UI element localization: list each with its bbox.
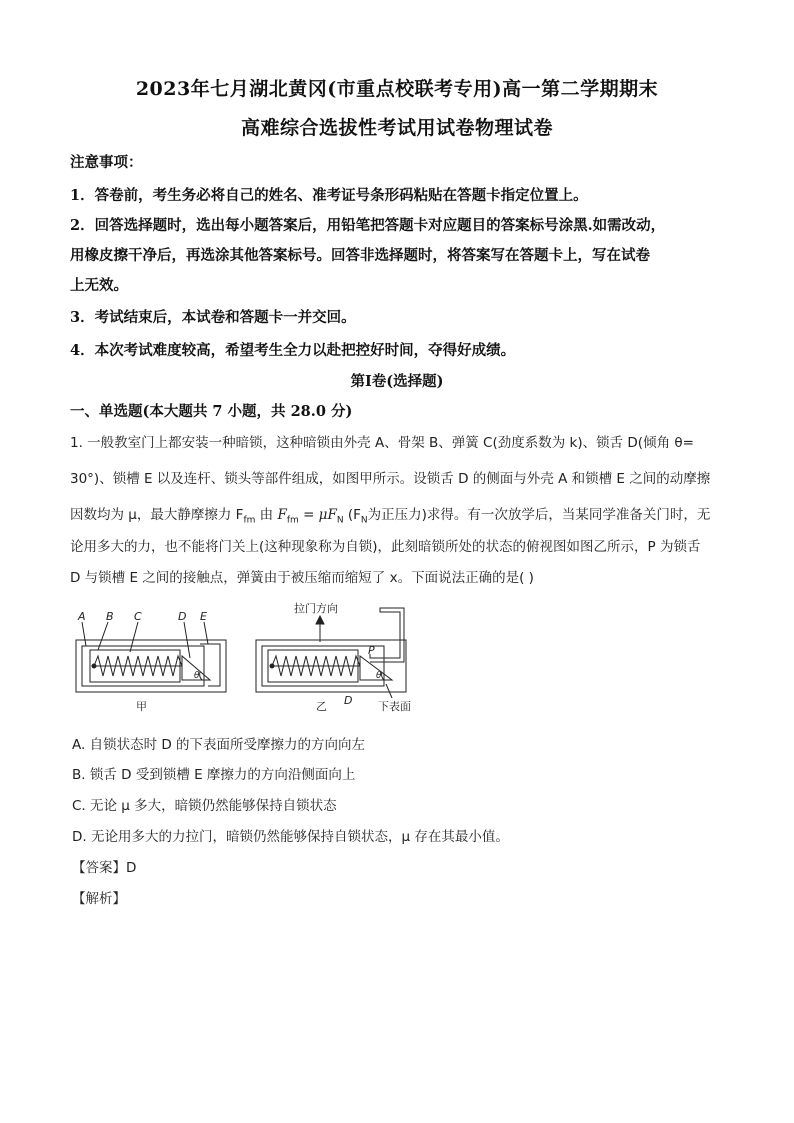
answer-label: 【答案】 — [72, 860, 126, 876]
lower-surface-label: 下表面 — [378, 700, 411, 713]
question-line: 论用多大的力，也不能将门关上(这种现象称为自锁)，此刻暗锁所处的状态的俯视图如图乙所示，P 为锁舌 — [70, 539, 701, 555]
question-line: 1. 一般教室门上都安装一种暗锁，这种暗锁由外壳 A、骨架 B、弹簧 C(劲度系数为 k)、锁舌 D(倾角 θ= — [70, 435, 694, 451]
part-title: 第Ⅰ卷(选择题) — [350, 373, 444, 390]
label-d: D — [178, 610, 187, 623]
answer-value: D — [126, 860, 137, 876]
answer-line — [72, 856, 136, 876]
option-a[interactable]: A. 自锁状态时 D 的下表面所受摩擦力的方向向左 — [72, 737, 366, 753]
caption-yi: 乙 — [316, 700, 327, 713]
label-p: P — [368, 644, 375, 657]
pull-direction-label: 拉门方向 — [294, 602, 338, 615]
note-item: 用橡皮擦干净后，再选涂其他答案标号。回答非选择题时，将答案写在答题卡上，写在试卷 — [70, 247, 650, 264]
option-d[interactable]: D. 无论用多大的力拉门，暗锁仍然能够保持自锁状态，μ 存在其最小值。 — [72, 829, 509, 845]
note-item: 上无效。 — [70, 277, 128, 294]
caption-jia: 甲 — [136, 700, 147, 713]
analysis-label: 【解析】 — [72, 891, 126, 907]
diagram-yi — [256, 608, 406, 698]
theta-left: θ — [194, 671, 200, 681]
diagram-jia — [76, 622, 226, 692]
note-item: 4．本次考试难度较高，希望考生全力以赴把控好时间，夺得好成绩。 — [70, 342, 516, 359]
section-heading: 一、单选题(本大题共 7 小题，共 28.0 分) — [70, 403, 353, 420]
doc-title-line1: 2023年七月湖北黄冈(市重点校联考专用)高一第二学期期末 — [135, 78, 659, 100]
note-item: 1．答卷前，考生务必将自己的姓名、准考证号条形码粘贴在答题卡指定位置上。 — [70, 187, 588, 204]
option-b[interactable]: B. 锁舌 D 受到锁槽 E 摩擦力的方向沿侧面向上 — [72, 767, 356, 783]
note-item: 2．回答选择题时，选出每小题答案后，用铅笔把答题卡对应题目的答案标号涂黑.如需改动， — [70, 217, 666, 234]
label-c: C — [134, 610, 142, 623]
doc-title-line2: 高难综合选拔性考试用试卷物理试卷 — [240, 117, 553, 139]
lock-diagram — [70, 600, 420, 718]
label-d-right: D — [344, 694, 353, 707]
label-b: B — [106, 610, 114, 623]
notes-heading: 注意事项： — [70, 154, 143, 171]
note-item: 3．考试结束后，本试卷和答题卡一并交回。 — [70, 309, 356, 326]
question-line: D 与锁槽 E 之间的接触点，弹簧由于被压缩而缩短了 x。下面说法正确的是( ) — [70, 570, 534, 586]
option-c[interactable]: C. 无论 μ 多大，暗锁仍然能够保持自锁状态 — [72, 798, 337, 814]
question-line-formula: 因数均为 μ，最大静摩擦力 $F_{fm}$ 由 $F_{fm} = \mu F_N$ ($F_N$为正压力)求得。有一次放学后，当某同学准备关门时，无 — [70, 507, 711, 526]
label-e: E — [200, 610, 207, 623]
theta-right: θ — [376, 671, 382, 681]
label-a: A — [78, 610, 86, 623]
question-line: 30°)、锁槽 E 以及连杆、锁头等部件组成，如图甲所示。设锁舌 D 的侧面与外壳 A 和锁槽 E 之间的动摩擦 — [70, 471, 711, 487]
